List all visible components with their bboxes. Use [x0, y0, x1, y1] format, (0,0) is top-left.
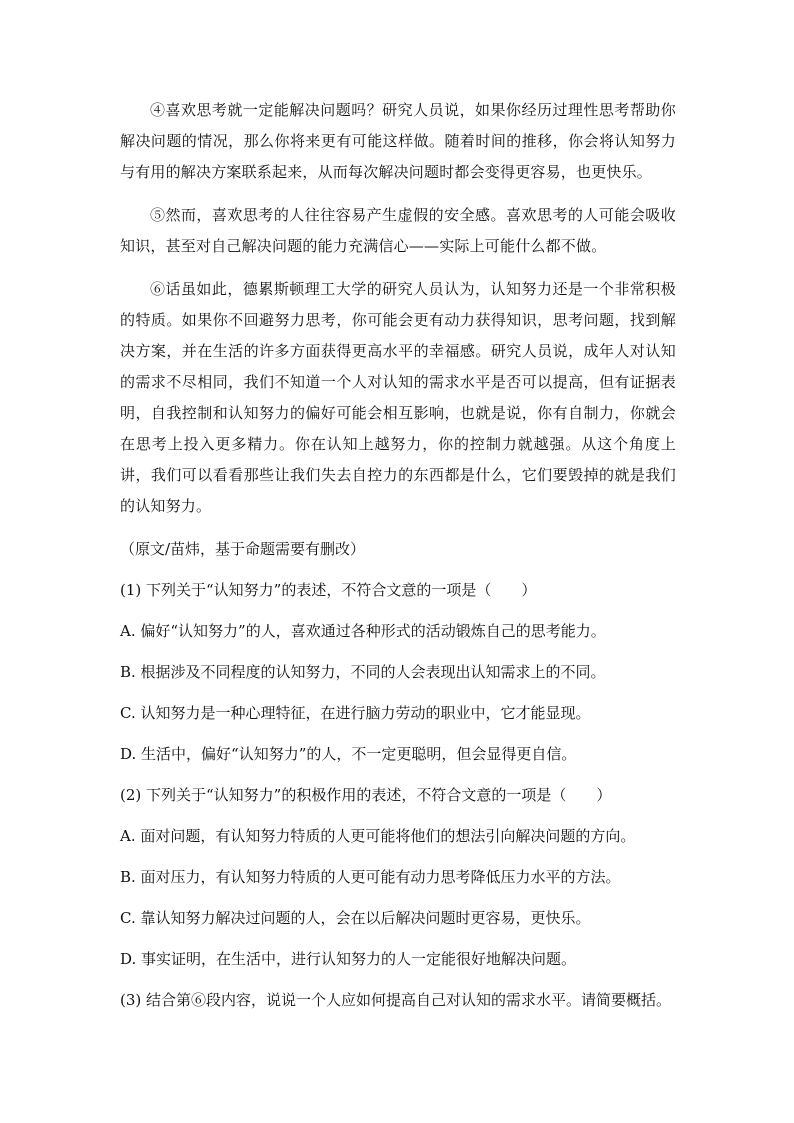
paragraph-6: ⑥话虽如此，德累斯顿理工大学的研究人员认为，认知努力还是一个非常积极的特质。如果你不回避努力思考，你可能会更有动力获得知识，思考问题，找到解决方案，并在生活的许多方面获得更高水平的幸福感。研究人员说，成年人对认知的需求不尽相同，我们不知道一个人对认知的需求水平是否可以提高，但有证据表明，自我控制和认知努力的偏好可能会相互影响，也就是说，你有自制力，你就会在思考上投入更多精力。你在认知上越努力，你的控制力就越强。从这个角度上讲，我们可以看看那些让我们失去自控力的东西都是什么，它们要毁掉的就是我们的认知努力。: [120, 280, 676, 515]
question-1-option-a: A. 偏好“认知努力”的人，喜欢通过各种形式的活动锻炼自己的思考能力。: [120, 622, 606, 640]
question-2-option-b: B. 面对压力，有认知努力特质的人更可能有动力思考降低压力水平的方法。: [120, 868, 621, 886]
question-2-option-a: A. 面对问题，有认知努力特质的人更可能将他们的想法引向解决问题的方向。: [120, 827, 636, 845]
question-2-option-c: C. 靠认知努力解决过问题的人，会在以后解决问题时更容易，更快乐。: [120, 909, 591, 927]
paragraph-5: ⑤然而，喜欢思考的人往往容易产生虚假的安全感。喜欢思考的人可能会吸收知识，甚至对自己解决问题的能力充满信心——实际上可能什么都不做。: [120, 206, 676, 255]
question-3-stem: (3) 结合第⑥段内容，说说一个人应如何提高自己对认知的需求水平。请简要概括。: [120, 991, 672, 1009]
question-1-option-c: C. 认知努力是一种心理特征，在进行脑力劳动的职业中，它才能显现。: [120, 704, 591, 722]
source-note: （原文/苗炜，基于命题需要有删改）: [120, 540, 366, 558]
question-1-stem: (1) 下列关于“认知努力”的表述，不符合文意的一项是（ ）: [120, 581, 537, 599]
document-page: [120, 95, 676, 1026]
question-1-option-d: D. 生活中，偏好“认知努力”的人，不一定更聪明，但会显得更自信。: [120, 745, 577, 763]
question-2-option-d: D. 事实证明，在生活中，进行认知努力的人一定能很好地解决问题。: [120, 950, 577, 968]
question-1-option-b: B. 根据涉及不同程度的认知努力，不同的人会表现出认知需求上的不同。: [120, 663, 606, 681]
question-2-stem: (2) 下列关于“认知努力”的积极作用的表述，不符合文意的一项是（ ）: [120, 786, 612, 804]
paragraph-4: ④喜欢思考就一定能解决问题吗？研究人员说，如果你经历过理性思考帮助你解决问题的情况，那么你将来更有可能这样做。随着时间的推移，你会将认知努力与有用的解决方案联系起来，从而每次解决问题时都会变得更容易，也更快乐。: [120, 101, 676, 181]
